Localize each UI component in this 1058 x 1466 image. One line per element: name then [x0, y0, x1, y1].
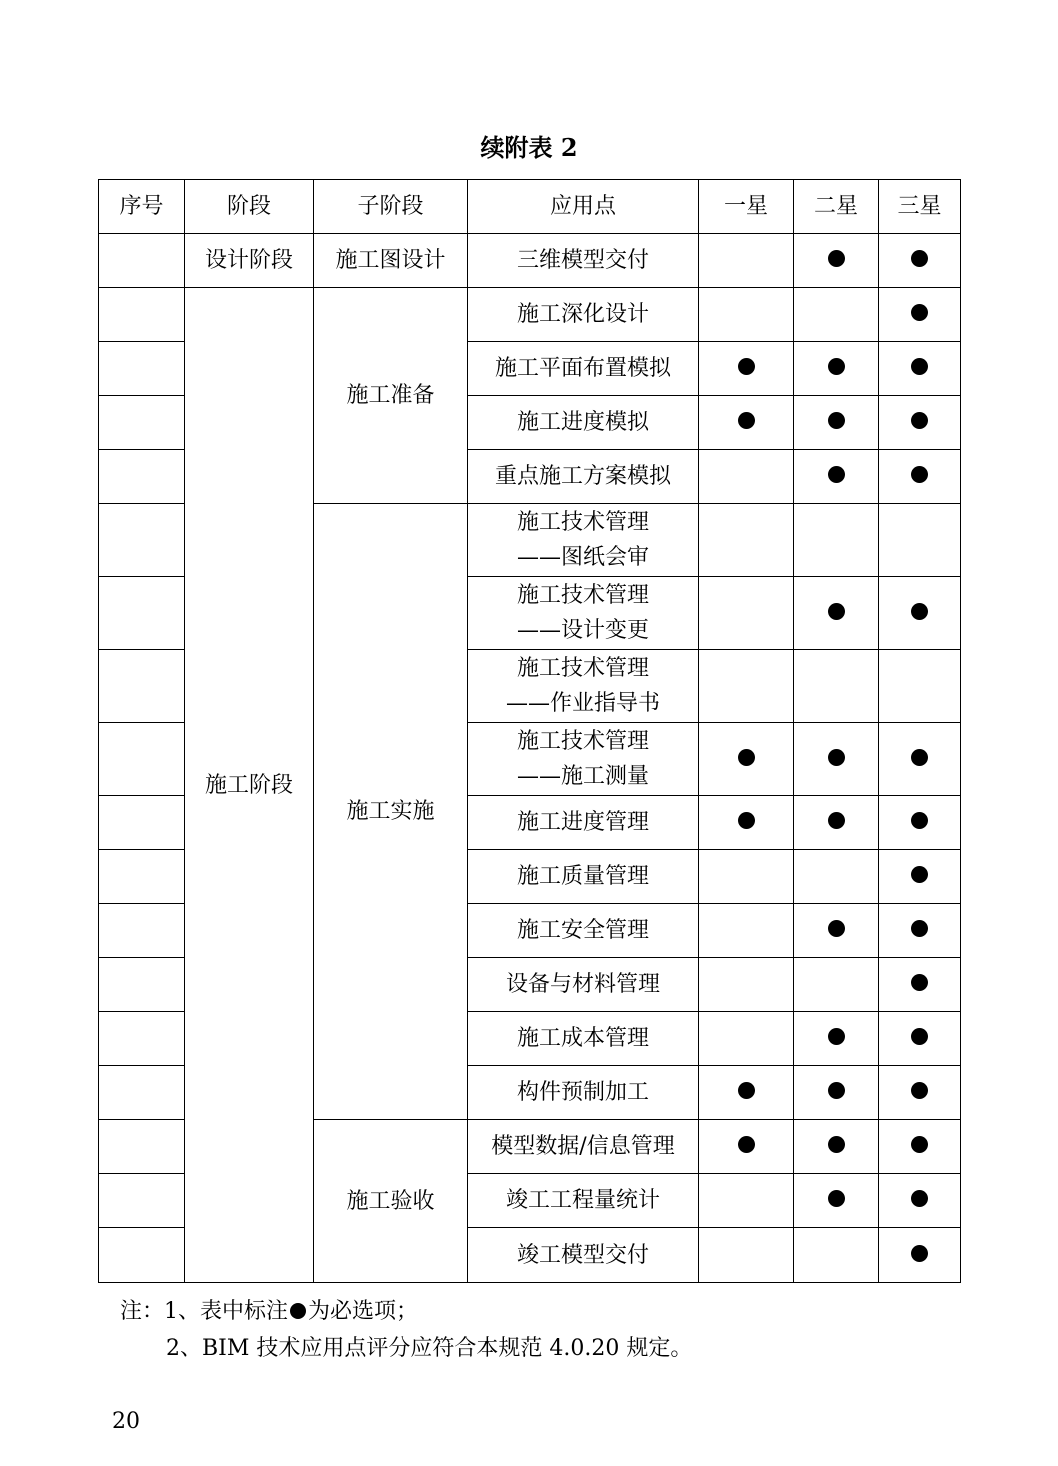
application-point-cell [468, 396, 699, 450]
one-star-cell [699, 342, 794, 396]
application-point-line: 施工平面布置模拟 [494, 356, 671, 381]
application-point-line: 三维模型交付 [516, 248, 649, 273]
three-star-cell [879, 1174, 961, 1228]
two-star-cell [794, 288, 879, 342]
one-star-cell [699, 904, 794, 958]
one-star-cell [699, 504, 794, 577]
three-star-cell [879, 1228, 961, 1283]
two-star-cell [794, 723, 879, 796]
one-star-cell [699, 396, 794, 450]
application-point-line: 施工安全管理 [516, 918, 649, 943]
required-dot-icon [911, 812, 928, 829]
one-star-cell [699, 577, 794, 650]
header-stage: 阶段 [185, 180, 314, 234]
substage-cell: 施工验收 [314, 1120, 468, 1283]
three-star-cell [879, 650, 961, 723]
one-star-cell [699, 1228, 794, 1283]
three-star-cell [879, 796, 961, 850]
two-star-cell [794, 1174, 879, 1228]
application-point-cell [468, 504, 699, 577]
header-point: 应用点 [468, 180, 699, 234]
two-star-cell [794, 234, 879, 288]
table-title: 续附表 2 [480, 133, 578, 162]
index-cell [99, 1066, 185, 1120]
application-point-line: 施工深化设计 [516, 302, 649, 327]
index-cell [99, 450, 185, 504]
required-dot-icon [828, 812, 845, 829]
required-dot-icon [828, 412, 845, 429]
required-dot-icon [911, 974, 928, 991]
application-point-cell [468, 288, 699, 342]
required-dot-icon [911, 866, 928, 883]
three-star-cell [879, 234, 961, 288]
required-dot-icon [738, 1136, 755, 1153]
application-table [98, 179, 961, 1283]
application-point-line: 施工技术管理 [516, 656, 649, 681]
required-dot-icon [911, 603, 928, 620]
two-star-cell [794, 650, 879, 723]
two-star-cell [794, 577, 879, 650]
header-three-star: 三星 [879, 180, 961, 234]
application-point-line: ——设计变更 [516, 618, 649, 643]
application-point-line: 施工进度模拟 [516, 410, 649, 435]
three-star-cell [879, 577, 961, 650]
application-point-cell [468, 1066, 699, 1120]
required-dot-icon [911, 1028, 928, 1045]
application-point-cell [468, 234, 699, 288]
index-cell [99, 577, 185, 650]
application-point-cell [468, 723, 699, 796]
required-dot-icon [738, 749, 755, 766]
index-cell [99, 504, 185, 577]
required-dot-icon [911, 304, 928, 321]
two-star-cell [794, 342, 879, 396]
application-point-cell [468, 904, 699, 958]
two-star-cell [794, 904, 879, 958]
required-dot-icon [290, 1303, 306, 1319]
two-star-cell [794, 1228, 879, 1283]
two-star-cell [794, 450, 879, 504]
required-dot-icon [911, 1190, 928, 1207]
substage-cell: 施工图设计 [314, 234, 468, 288]
index-cell [99, 1012, 185, 1066]
application-point-cell [468, 1012, 699, 1066]
required-dot-icon [911, 1082, 928, 1099]
required-dot-icon [828, 358, 845, 375]
required-dot-icon [911, 749, 928, 766]
application-point-line: 施工进度管理 [516, 810, 649, 835]
one-star-cell [699, 958, 794, 1012]
three-star-cell [879, 396, 961, 450]
one-star-cell [699, 796, 794, 850]
required-dot-icon [828, 466, 845, 483]
application-point-cell [468, 1174, 699, 1228]
two-star-cell [794, 796, 879, 850]
three-star-cell [879, 958, 961, 1012]
stage-cell: 施工阶段 [185, 288, 314, 1283]
one-star-cell [699, 1066, 794, 1120]
required-dot-icon [828, 1082, 845, 1099]
required-dot-icon [911, 466, 928, 483]
required-dot-icon [911, 358, 928, 375]
application-point-cell [468, 577, 699, 650]
required-dot-icon [828, 1028, 845, 1045]
index-cell [99, 288, 185, 342]
one-star-cell [699, 288, 794, 342]
one-star-cell [699, 650, 794, 723]
index-cell [99, 1174, 185, 1228]
application-point-cell [468, 650, 699, 723]
note-1-suffix: 为必选项； [308, 1299, 419, 1324]
required-dot-icon [828, 920, 845, 937]
required-dot-icon [738, 812, 755, 829]
application-point-cell [468, 450, 699, 504]
table-row [99, 234, 961, 288]
application-point-line: 竣工工程量统计 [505, 1188, 660, 1213]
index-cell [99, 850, 185, 904]
application-point-line: ——施工测量 [516, 764, 649, 789]
application-point-line: 施工成本管理 [516, 1026, 649, 1051]
one-star-cell [699, 723, 794, 796]
index-cell [99, 234, 185, 288]
required-dot-icon [911, 1136, 928, 1153]
table-row [99, 288, 961, 342]
index-cell [99, 342, 185, 396]
three-star-cell [879, 850, 961, 904]
three-star-cell [879, 1012, 961, 1066]
required-dot-icon [911, 920, 928, 937]
header-two-star: 二星 [794, 180, 879, 234]
application-point-line: 施工技术管理 [516, 510, 649, 535]
application-point-line: ——作业指导书 [505, 691, 660, 716]
application-point-line: 设备与材料管理 [505, 972, 660, 997]
three-star-cell [879, 504, 961, 577]
three-star-cell [879, 342, 961, 396]
one-star-cell [699, 850, 794, 904]
one-star-cell [699, 234, 794, 288]
index-cell [99, 796, 185, 850]
header-substage: 子阶段 [314, 180, 468, 234]
application-point-cell [468, 1228, 699, 1283]
three-star-cell [879, 1120, 961, 1174]
three-star-cell [879, 723, 961, 796]
header-row [99, 180, 961, 234]
index-cell [99, 396, 185, 450]
index-cell [99, 723, 185, 796]
stage-cell: 设计阶段 [185, 234, 314, 288]
note-line-1 [120, 1297, 418, 1327]
application-point-cell [468, 850, 699, 904]
page-number: 20 [112, 1409, 140, 1434]
note-1-prefix: 注：1、表中标注 [120, 1299, 288, 1324]
application-point-cell [468, 1120, 699, 1174]
application-point-cell [468, 796, 699, 850]
required-dot-icon [828, 250, 845, 267]
two-star-cell [794, 504, 879, 577]
header-index: 序号 [99, 180, 185, 234]
application-point-line: 竣工模型交付 [516, 1242, 649, 1268]
required-dot-icon [828, 603, 845, 620]
one-star-cell [699, 1120, 794, 1174]
index-cell [99, 1228, 185, 1283]
two-star-cell [794, 1066, 879, 1120]
application-point-line: 施工质量管理 [516, 864, 649, 889]
two-star-cell [794, 958, 879, 1012]
application-point-line: 模型数据/信息管理 [491, 1134, 675, 1159]
required-dot-icon [828, 1136, 845, 1153]
two-star-cell [794, 1120, 879, 1174]
required-dot-icon [738, 1082, 755, 1099]
one-star-cell [699, 450, 794, 504]
required-dot-icon [911, 1245, 928, 1262]
required-dot-icon [911, 250, 928, 267]
required-dot-icon [828, 749, 845, 766]
application-point-line: 构件预制加工 [516, 1080, 649, 1105]
index-cell [99, 1120, 185, 1174]
two-star-cell [794, 850, 879, 904]
three-star-cell [879, 904, 961, 958]
index-cell [99, 650, 185, 723]
index-cell [99, 904, 185, 958]
application-point-cell [468, 342, 699, 396]
required-dot-icon [828, 1190, 845, 1207]
required-dot-icon [911, 412, 928, 429]
two-star-cell [794, 1012, 879, 1066]
one-star-cell [699, 1012, 794, 1066]
index-cell [99, 958, 185, 1012]
required-dot-icon [738, 412, 755, 429]
application-point-cell [468, 958, 699, 1012]
three-star-cell [879, 288, 961, 342]
substage-cell: 施工实施 [314, 504, 468, 1120]
application-point-line: 施工技术管理 [516, 729, 649, 754]
two-star-cell [794, 396, 879, 450]
substage-cell: 施工准备 [314, 288, 468, 504]
application-point-line: 重点施工方案模拟 [494, 464, 671, 489]
required-dot-icon [738, 358, 755, 375]
three-star-cell [879, 450, 961, 504]
one-star-cell [699, 1174, 794, 1228]
application-point-line: 施工技术管理 [516, 583, 649, 608]
three-star-cell [879, 1066, 961, 1120]
header-one-star: 一星 [699, 180, 794, 234]
note-line-2: 2、BIM 技术应用点评分应符合本规范 4.0.20 规定。 [166, 1336, 693, 1361]
application-point-line: ——图纸会审 [516, 545, 649, 570]
